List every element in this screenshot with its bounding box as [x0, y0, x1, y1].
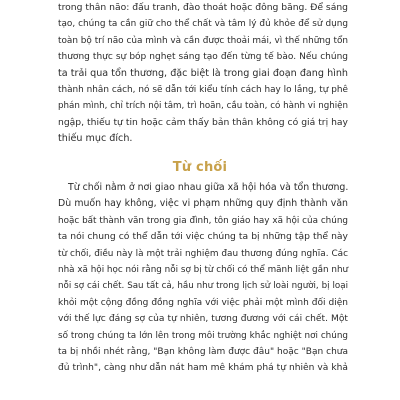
section-heading-container	[0, 156, 400, 175]
text-line: ngập, thiếu tự tin hoặc cảm thấy bản thân không có giá trị hay	[58, 116, 348, 128]
section-heading: Từ chối	[172, 160, 228, 175]
text-line: nhà xã hội học nói rằng nỗi sợ bị từ chối có thể mãnh liệt gần như	[58, 264, 349, 275]
text-line: tạo, chúng ta cần giữ cho thể chất và tâm lý đủ khỏe để sử dụng	[58, 19, 348, 30]
text-line: ta trải qua tổn thương, đặc biệt là trong giai đoạn đang hình	[58, 67, 348, 79]
text-line: toàn bộ trí não của mình và cần được thoải mái, vì thế những tổn	[58, 35, 348, 46]
text-line: thương thực sự bóp nghẹt sáng tạo đến từng tế bào. Nếu chúng	[58, 52, 348, 63]
text-line: đủ trình", càng như dẫn nát ham mê khám phá tự nhiên và khả	[58, 363, 348, 374]
text-line: thành nhân cách, nó sẽ dẫn tới kiểu tính cách hay lo lắng, tự phê	[58, 84, 348, 95]
text-line: ta bị nhồi nhét rằng, "Bạn không làm được đâu" hoặc "Bạn chưa	[58, 346, 348, 357]
text-line: trong thân não: đấu tranh, đào thoát hoặc đông băng. Để sáng	[58, 2, 348, 13]
text-line: ta nói chung có thể dẫn tới việc chúng ta bị những tập thể này	[58, 231, 348, 243]
text-line: khỏi một cộng đồng đồng nghĩa với việc phải một mình đối diện	[58, 297, 348, 308]
text-line: hoặc bất thành văn trong gia đình, tôn giáo hay xã hội của chúng	[58, 215, 348, 226]
text-line: phán mình, chỉ trích nội tâm, trì hoãn, cầu toàn, có hành vi nghiện	[58, 101, 348, 112]
text-line: số trong chúng ta lớn lên trong môi trường khắc nghiệt nơi chúng	[58, 330, 348, 341]
text-line: Từ chối nằm ở nơi giao nhau giữa xã hội hóa và tổn thương.	[68, 182, 349, 193]
paragraph-trauma	[58, 0, 348, 148]
text-line: Dù muốn hay không, việc vi phạm những quy định thành văn	[58, 198, 348, 210]
text-line: với thế lực đáng sợ của tự nhiên, tương đương với cái chết. Một	[58, 314, 348, 325]
text-line: thiếu mục đích.	[58, 133, 133, 145]
text-line: nỗi sợ cái chết. Sau tất cả, hầu như trong lịch sử loài người, bị loại	[58, 281, 348, 292]
paragraph-rejection	[58, 180, 348, 377]
text-line: từ chối, điều này là một trải nghiệm đau thương đúng nghĩa. Các	[58, 248, 348, 259]
